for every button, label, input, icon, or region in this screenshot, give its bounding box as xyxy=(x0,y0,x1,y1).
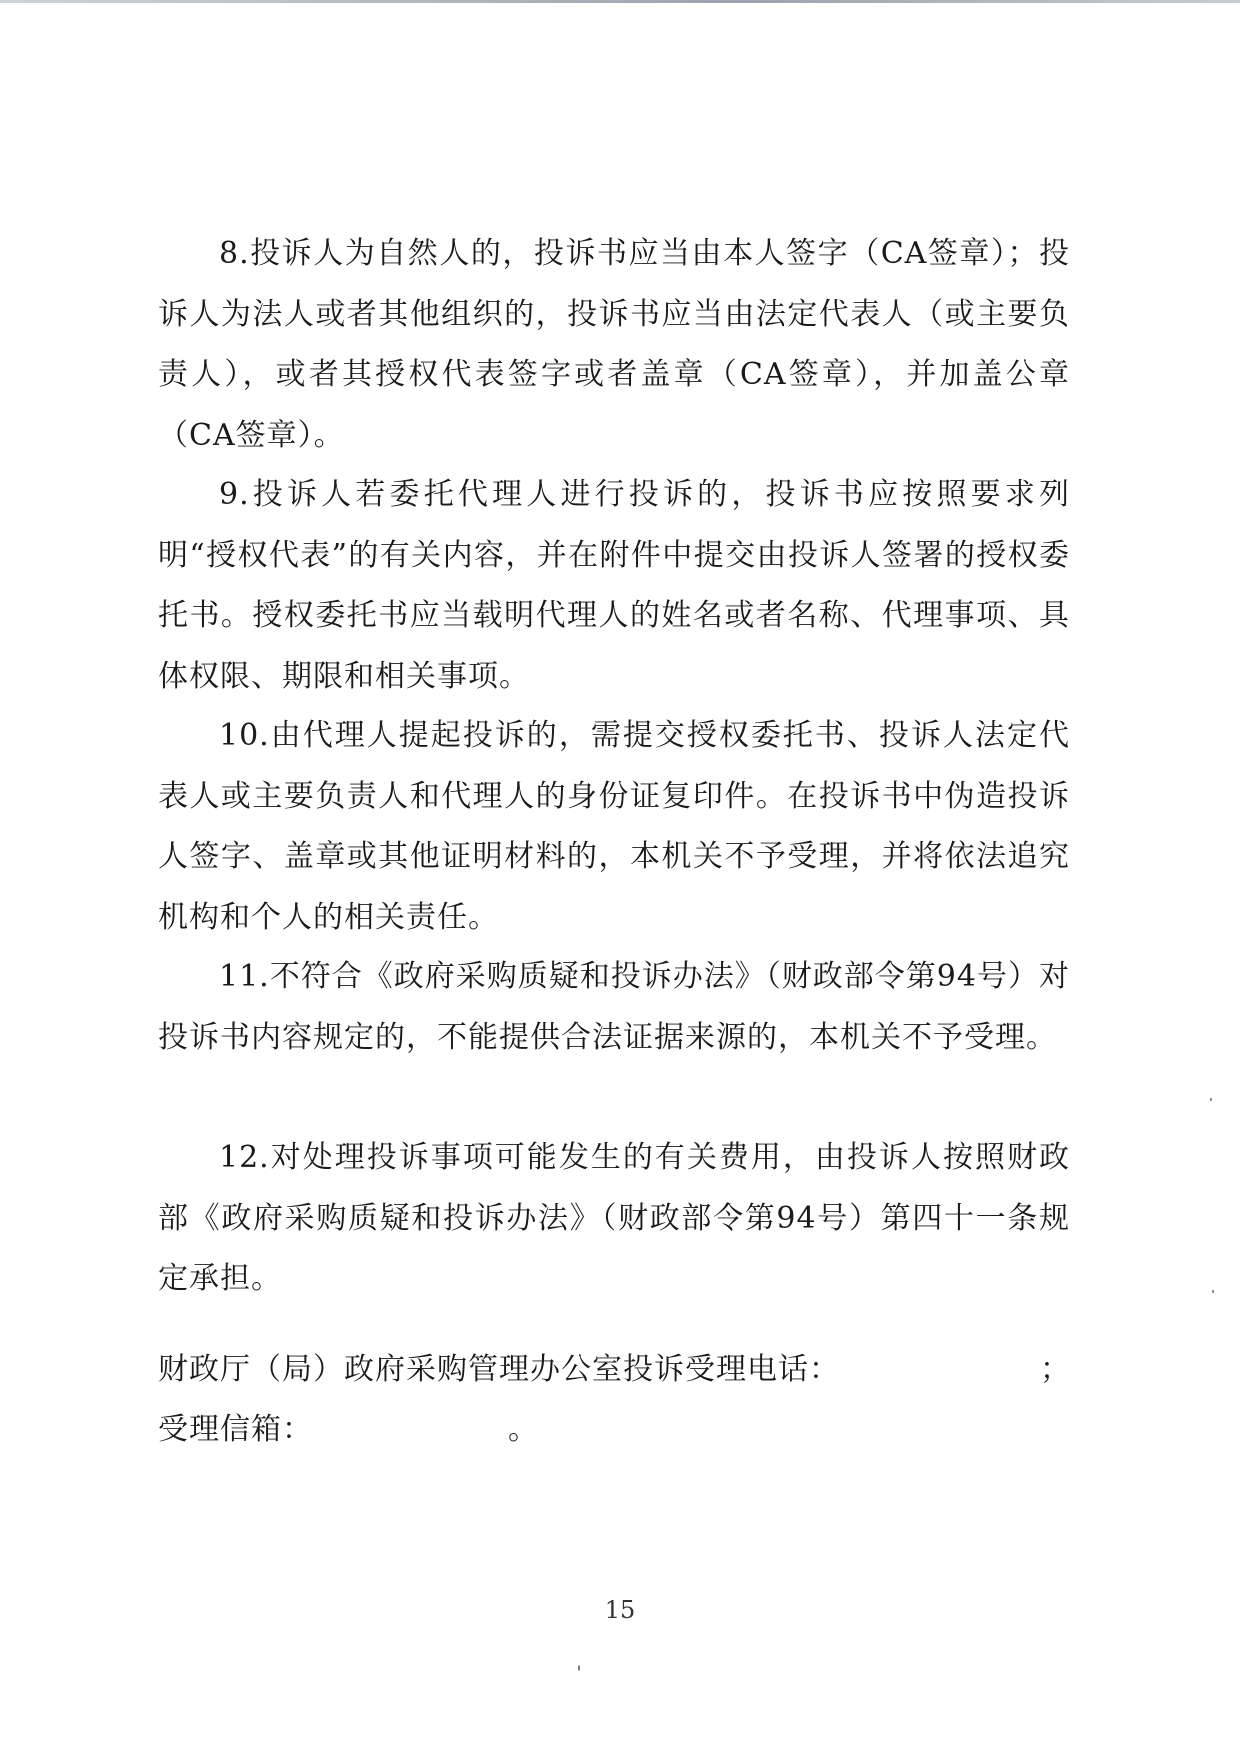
paragraph-item-10: 10.由代理人提起投诉的，需提交授权委托书、投诉人法定代表人或主要负责人和代理人的身份证复印件。在投诉书中伪造投诉人签字、盖章或其他证明材料的，本机关不予受理，并将依法追究机构和个人的相关责任。 xyxy=(158,718,1070,935)
complaint-phone-label: 财政厅（局）政府采购管理办公室投诉受理电话： xyxy=(158,1352,840,1387)
complaint-phone-end: ； xyxy=(1040,1352,1071,1387)
paragraph-item-11: 11.不符合《政府采购质疑和投诉办法》（财政部令第94号）对投诉书内容规定的，不能提供合法证据来源的，本机关不予受理。 xyxy=(158,959,1070,1055)
scan-speck xyxy=(578,1665,580,1671)
scan-speck xyxy=(1212,1290,1214,1293)
paragraph-item-12: 12.对处理投诉事项可能发生的有关费用，由投诉人按照财政部《政府采购质疑和投诉办法》（财政部令第94号）第四十一条规定承担。 xyxy=(158,1140,1070,1296)
page-number: 15 xyxy=(604,1596,636,1624)
complaint-phone-line xyxy=(158,1340,1070,1400)
paragraph-item-9: 9.投诉人若委托代理人进行投诉的，投诉书应按照要求列明“授权代表”的有关内容，并在附件中提交由投诉人签署的授权委托书。授权委托书应当载明代理人的姓名或者名称、代理事项、具体权限、期限和相关事项。 xyxy=(158,477,1070,694)
complaint-mailbox-label: 受理信箱： xyxy=(158,1412,313,1447)
scan-speck xyxy=(1210,1098,1212,1101)
complaint-mailbox-end: 。 xyxy=(508,1412,539,1447)
paragraph-item-8: 8.投诉人为自然人的，投诉书应当由本人签字（CA签章）；投诉人为法人或者其他组织的，投诉书应当由法定代表人（或主要负责人），或者其授权代表签字或者盖章（CA签章），并加盖公章（CA签章）。 xyxy=(158,236,1070,453)
complaint-mailbox-line xyxy=(158,1400,1070,1460)
